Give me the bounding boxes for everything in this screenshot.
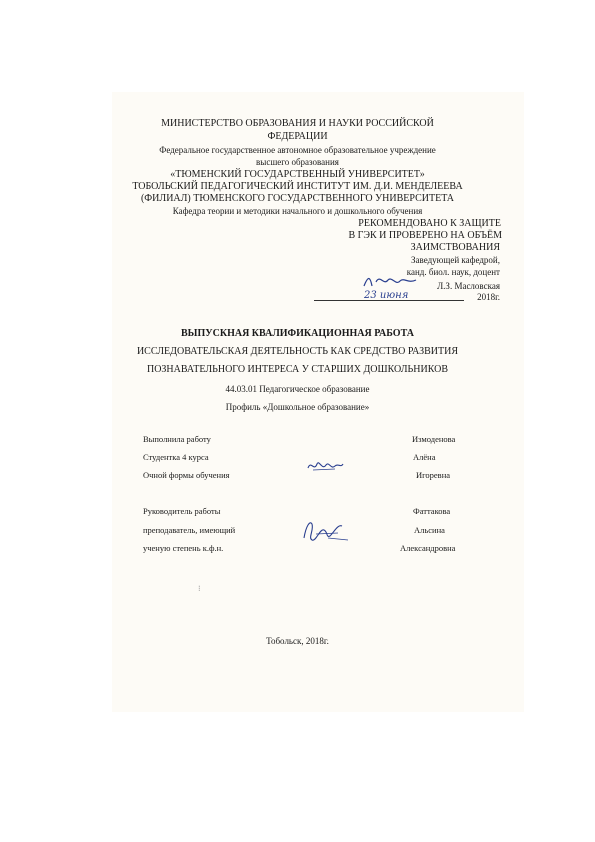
supervisor-name-2: Альсина [414, 525, 445, 535]
student-name-3: Игоревна [416, 470, 451, 480]
supervisor-label-1: Руководитель работы [143, 506, 221, 516]
student-name-1: Измоденова [412, 434, 456, 444]
student-signature [305, 456, 345, 476]
institute-line-1: ТОБОЛЬСКИЙ ПЕДАГОГИЧЕСКИЙ ИНСТИТУТ ИМ. Д.И. МЕНДЕЛЕЕВА [132, 181, 463, 192]
approval-year: 2018г. [477, 292, 500, 302]
approval-line-1: РЕКОМЕНДОВАНО К ЗАЩИТЕ [358, 218, 501, 229]
approval-head-name: Л.З. Масловская [437, 281, 500, 291]
student-label-1: Выполнила работу [143, 434, 211, 444]
work-title-line-2: ПОЗНАВАТЕЛЬНОГО ИНТЕРЕСА У СТАРШИХ ДОШКОЛЬНИКОВ [146, 364, 449, 375]
work-type: ВЫПУСКНАЯ КВАЛИФИКАЦИОННАЯ РАБОТА [181, 328, 414, 339]
approval-line-4: Заведующей кафедрой, [411, 255, 500, 265]
work-title-line-1: ИССЛЕДОВАТЕЛЬСКАЯ ДЕЯТЕЛЬНОСТЬ КАК СРЕДСТВО РАЗВИТИЯ [136, 346, 459, 357]
student-label-3: Очной формы обучения [143, 470, 230, 480]
student-label-2: Студентка 4 курса [143, 452, 209, 462]
speciality-code: 44.03.01 Педагогическое образование [225, 384, 370, 394]
student-name-2: Алёна [413, 452, 436, 462]
speciality-profile: Профиль «Дошкольное образование» [225, 402, 370, 412]
fgaou-line-1: Федеральное государственное автономное образовательное учреждение [159, 145, 436, 155]
institute-line-2: (ФИЛИАЛ) ТЮМЕНСКОГО ГОСУДАРСТВЕННОГО УНИВЕРСИТЕТА [140, 193, 455, 204]
department-name: Кафедра теории и методики начального и дошкольного обучения [172, 206, 423, 216]
fgaou-line-2: высшего образования [256, 157, 339, 167]
approval-line-3: ЗАИМСТВОВАНИЯ [410, 242, 500, 253]
approval-line-2: В ГЭК И ПРОВЕРЕНО НА ОБЪЁМ [348, 230, 502, 241]
supervisor-signature [298, 516, 353, 546]
svg-text:23 июня: 23 июня [364, 290, 409, 301]
approval-line-5: канд. биол. наук, доцент [406, 267, 500, 277]
city-year: Тобольск, 2018г. [266, 636, 329, 646]
handwritten-date [362, 286, 422, 302]
university-name: «ТЮМЕНСКИЙ ГОСУДАРСТВЕННЫЙ УНИВЕРСИТЕТ» [170, 169, 425, 180]
ministry-line-2: ФЕДЕРАЦИИ [267, 131, 328, 142]
supervisor-label-3: ученую степень к.ф.н. [143, 543, 224, 553]
ministry-line-1: МИНИСТЕРСТВО ОБРАЗОВАНИЯ И НАУКИ РОССИЙСКОЙ [161, 118, 434, 129]
scan-mark: ⁝ [198, 584, 201, 593]
supervisor-label-2: преподаватель, имеющий [143, 525, 236, 535]
supervisor-name-3: Александровна [400, 543, 456, 553]
supervisor-name-1: Фаттакова [413, 506, 451, 516]
